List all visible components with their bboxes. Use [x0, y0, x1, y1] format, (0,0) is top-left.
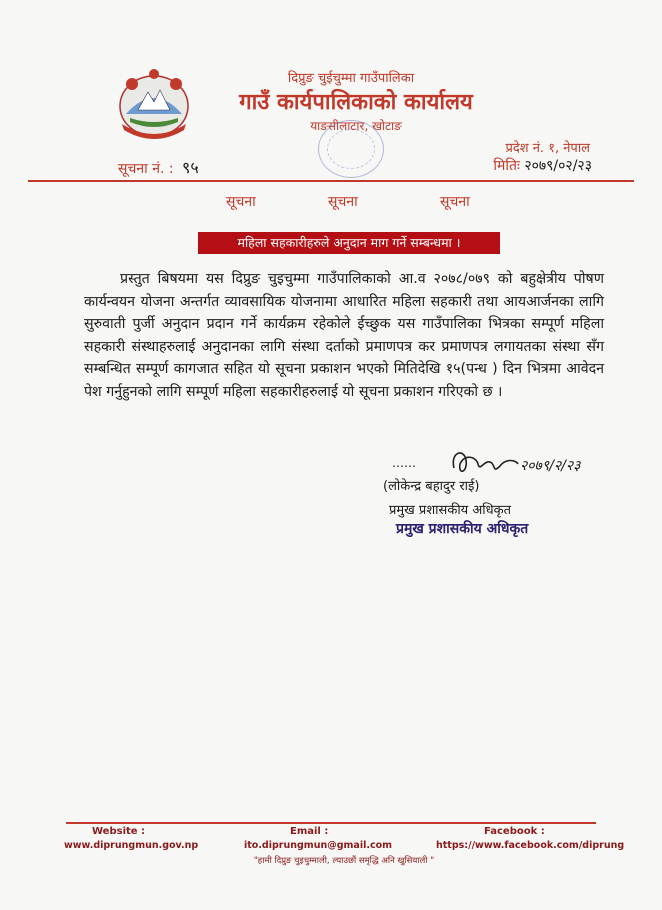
date-label: मितिः: [493, 158, 520, 174]
date-value: २०७९/०२/२३: [524, 158, 592, 174]
office-address: याङसीलाटार, खोटाङ: [310, 119, 402, 133]
signatory-title-stamp: प्रमुख प्रशासकीय अधिकृत: [396, 521, 529, 537]
suchana-heading: सूचना: [440, 194, 470, 210]
signatory-name: (लोकेन्द्र बहादुर राई): [383, 479, 480, 494]
website-link[interactable]: www.diprungmun.gov.np: [64, 840, 199, 851]
email-label: Email :: [290, 826, 329, 837]
header-divider: [28, 180, 634, 182]
notice-number-label: सूचना नं. :: [118, 161, 174, 177]
signatory-title: प्रमुख प्रशासकीय अधिकृत: [389, 503, 512, 518]
suchana-heading: सूचना: [226, 194, 256, 210]
notice-body: प्रस्तुत बिषयमा यस दिप्रुङ चुइचुम्मा गाउँपालिकाको आ.व २०७८/०७९ को बहुक्षेत्रीय पोषण कार्यन्वयन योजना अन्तर्गत व्यावसायिक योजनामा आधारित महिला सहकारी तथा आयआर्जनका लागि सुरुवाती पुर्जी अनुदान प्रदान गर्ने कार्यक्रम रहेकोले ईच्छुक यस गाउँपालिका भित्रका सम्पूर्ण महिला सहकारी संस्थाहरुलाई अनुदानका लागि संस्था दर्ताको प्रमाणपत्र कर प्रमाणपत्र लगायतका संस्था सँग सम्बन्धित सम्पूर्ण कागजात सहित यो सूचना प्रकाशन भएको मितिदेखि १५(पन्ध ) दिन भित्रमा आवेदन पेश गर्नुहुनको लागि सम्पूर्ण महिला सहकारीहरुलाई यो सूचना प्रकाशन गरिएको छ ।: [84, 271, 604, 400]
notice-date: [493, 156, 592, 175]
facebook-link[interactable]: https://www.facebook.com/diprung: [436, 840, 625, 851]
facebook-label: Facebook :: [484, 826, 545, 837]
suchana-heading: सूचना: [328, 194, 358, 210]
province-label: प्रदेश नं. १, नेपाल: [505, 141, 590, 156]
email-link[interactable]: ito.diprungmun@gmail.com: [244, 840, 393, 851]
office-name: गाउँ कार्यपालिकाको कार्यालय: [239, 90, 473, 115]
subject-banner: महिला सहकारीहरुले अनुदान माग गर्ने सम्बन्धमा ।: [198, 232, 500, 254]
footer-slogan: "हामी दिप्रुङ चुइचुम्माली, ल्याउछौं समृद्धि अनि खुसियाली ": [253, 856, 435, 866]
website-label: Website :: [92, 826, 146, 837]
office-stamp: [318, 120, 384, 178]
municipality-name: दिप्रुङ चुईचुम्मा गाउँपालिका: [287, 71, 415, 86]
notice-number-value: ९५: [182, 158, 199, 177]
notice-number: [118, 156, 199, 178]
signature-dots: ……: [392, 456, 416, 470]
footer-divider: [66, 822, 596, 824]
handwritten-date: २०७९/२/२३: [520, 458, 581, 474]
